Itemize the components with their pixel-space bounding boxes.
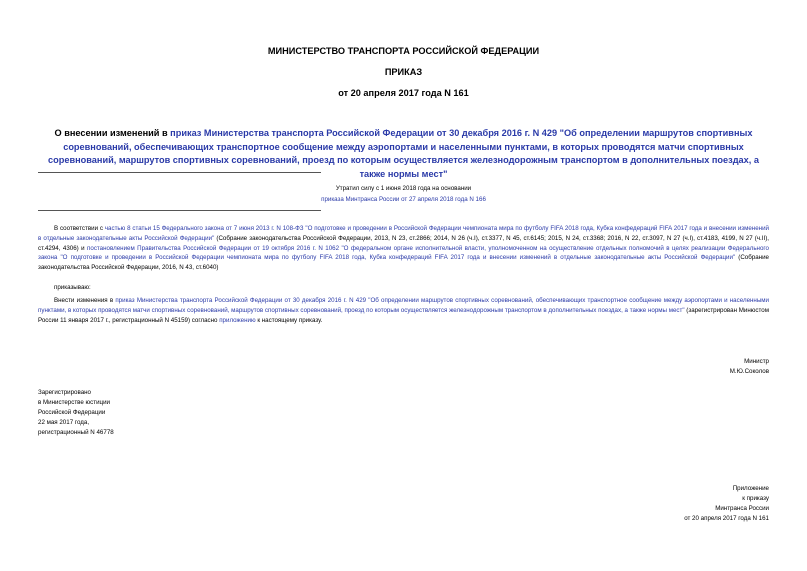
preamble-text-2: (Собрание законодательства Российской Федерации, 2013, N 23, ст.2866; 2014, N 26 (ч.I), ст.3377, N 45, ст.6145; 2015, N 24, ст.3368; 2016, N 22, ст.3097, N 27 (ч.I), ст.4183, 4199, N 27 (ч.II), ст.4294, 4306) и — [38, 234, 769, 252]
appendix-link[interactable]: приложению — [219, 316, 256, 324]
registration-line: 22 мая 2017 года, — [38, 419, 90, 426]
appendix-line: Приложение — [732, 485, 769, 492]
doc-type-heading: ПРИКАЗ — [384, 67, 423, 77]
order-word: приказываю: — [54, 284, 91, 291]
status-line: Утратил силу с 1 июня 2018 года на основании — [335, 185, 472, 192]
body-text-3: к настоящему приказу. — [255, 316, 323, 324]
body-text-1: Внести изменения в — [54, 297, 116, 304]
title-order-link[interactable]: приказ Министерства транспорта Российской Федерации от 30 декабря 2016 г. N 429 "Об определении маршрутов спортивных соревнований, обеспечивающих транспортное сообщение между аэропортами и населенными пунктами, в которых проводятся матчи спортивных соревнований, маршрутов спортивных соревнований, проезд по которым осуществляется железнодорожным транспортом в дополнительных поездах, а также нормы мест" — [48, 128, 759, 179]
status-repeal-link[interactable]: приказа Минтранса России от 27 апреля 2018 года N 166 — [321, 196, 486, 203]
registration-line: в Министерстве юстиции — [38, 399, 111, 406]
registration-block — [38, 388, 114, 438]
registration-line: Зарегистрировано — [38, 389, 91, 396]
body-paragraph — [38, 296, 769, 325]
government-resolution-link[interactable]: постановлением Правительства Российской Федерации от 19 октября 2016 г. N 1062 "О федеральном органе исполнительной власти, уполномоченном на осуществление отдельных полномочий в целях реализации Федерального закона "О подготовке и проведении в Российской Федерации чемпионата мира по футболу FIFA 2018 года, Кубка конфедераций FIFA 2017 года и внесении изменений в отдельные законодательные акты Российской Федерации" — [38, 244, 769, 262]
signature-position: Министр — [744, 358, 769, 365]
amended-order-link[interactable]: приказ Министерства транспорта Российской Федерации от 30 декабря 2016 г. N 429 "Об определении маршрутов спортивных соревнований, обеспечивающих транспортное сообщение между аэропортами и населенными пунктами, в которых проводятся матчи спортивных соревнований, маршрутов спортивных соревнований, проезд по которым осуществляется железнодорожным транспортом в дополнительных поездах, а также нормы мест" — [38, 297, 770, 314]
appendix-line: от 20 апреля 2017 года N 161 — [684, 515, 769, 522]
body-text-2: (зарегистрирован Минюстом России 11 января 2017 г., регистрационный N 45159) согласно — [38, 306, 769, 324]
preamble-text-1: В соответствии с — [54, 225, 105, 232]
appendix-block — [684, 484, 769, 524]
preamble-text-3: (Собрание законодательства Российской Федерации, 2016, N 43, ст.6040) — [38, 254, 769, 272]
doc-date-number: от 20 апреля 2017 года N 161 — [338, 88, 469, 98]
federal-law-link[interactable]: частью 8 статьи 15 Федерального закона от 7 июня 2013 г. N 108-ФЗ "О подготовке и проведении в Российской Федерации чемпионата мира по футболу FIFA 2018 года, Кубка конфедераций FIFA 2017 года и внесении изменений в отдельные законодательные акты Российской Федерации" — [38, 225, 769, 242]
title-prefix: О внесении изменений в — [54, 128, 171, 138]
divider-top — [38, 172, 321, 173]
preamble-paragraph — [38, 224, 769, 273]
appendix-line: к приказу — [742, 495, 769, 502]
signature-name: М.Ю.Соколов — [729, 368, 769, 375]
appendix-line: Минтранса России — [715, 505, 769, 512]
divider-bottom — [38, 210, 321, 211]
registration-line: Российской Федерации — [38, 409, 106, 416]
signature-block — [730, 357, 769, 377]
registration-line: регистрационный N 46778 — [38, 429, 114, 436]
ministry-heading: МИНИСТЕРСТВО ТРАНСПОРТА РОССИЙСКОЙ ФЕДЕРАЦИИ — [267, 46, 540, 56]
